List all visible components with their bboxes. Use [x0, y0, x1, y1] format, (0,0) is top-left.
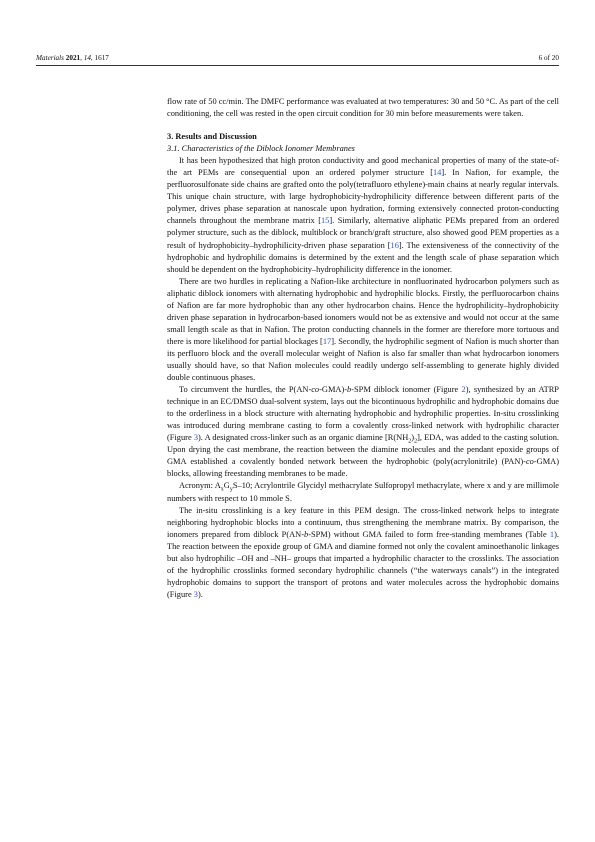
paragraph-2: There are two hurdles in replicating a Nafion-like architecture in nonfluorinated hydrocarbon polymers such as aliphatic diblock ionomers with alternating hydrophobic and hydrophilic blocks. Firstly, the perfluorocarbon chains of Nafion are far more hydrophobic than any other hydrocarbon chains. Hence the hydrophilicity–hydrophobicity driven phase separation in hydrocarbon-based ionomers would not be as extensive and would not occur at the same small length scale as that in Nafion. The proton conducting channels in the former are therefore more tortuous and there is more likelihood for partial blockages [17]. Secondly, the hydrophilic segment of Nafion is much shorter than its perfluoro block and the overall molecular weight of Nafion is also far smaller than what hydrocarbon ionomers usually should have, so that Nafion molecules could readily undergo self-assembling to generate highly divided double continuous phases.: [167, 276, 559, 383]
header-rule: [36, 65, 559, 66]
figure-link[interactable]: 3: [193, 589, 198, 599]
citation-link[interactable]: 17: [322, 336, 332, 346]
section-heading: 3. Results and Discussion: [167, 132, 257, 142]
figure-link[interactable]: 2: [461, 385, 466, 395]
running-header: [36, 54, 559, 62]
paragraph-5: The in-situ crosslinking is a key feature in this PEM design. The cross-linked network helps to integrate neighboring hydrophobic blocks into a continuum, thus strengthening the membrane matrix. By comparison, the ionomers prepared from diblock P(AN-b-SPM) without GMA failed to form free-standing membranes (Table 1). The reaction between the epoxide group of GMA and diamine formed not only the covalent aminoethanolic linkages but also hydrophilic –OH and –NH– groups that imparted a hydrophilic character to the crosslinks. The association of the hydrophilic crosslinks formed secondary hydrophilic channels (“the waterways canals”) in the integrated hydrophobic domains to support the transport of protons and water molecules across the hydrophobic domains (Figure 3).: [167, 505, 559, 599]
subsection-heading: 3.1. Characteristics of the Diblock Ionomer Membranes: [167, 144, 355, 154]
article-body: [167, 96, 559, 601]
paragraph-1: It has been hypothesized that high proton conductivity and good mechanical properties of many of the state-of-the art PEMs are consequential upon an ordered polymer structure [14]. In Nafion, for example, the perfluorosulfonate side chains are grafted onto the poly(tetrafluoro ethylene)-main chains at nearly regular intervals. This unique chain structure, with large hydrophobicity-hydrophilicity difference between different parts of the polymer, drives phase separation at nanoscale upon hydration, forming extensively connected proton-conducting channels throughout the membrane matrix [15]. Similarly, alternative aliphatic PEMs prepared from an ordered polymer structure, such as the diblock, multiblock or branch/graft structure, also showed good PEM properties as a result of hydrophobicity–hydrophilicity-driven phase separation [16]. The extensiveness of the connectivity of the hydrophobic and hydrophilic domains is determined by the extent and the length scale of phase separation which should be dependent on the hydrophobicity–hydrophilicity difference in the ionomer.: [167, 156, 559, 274]
citation-link[interactable]: 14: [432, 168, 442, 178]
figure-link[interactable]: 3: [193, 433, 199, 443]
journal-citation: Materials 2021, 14, 1617: [36, 54, 109, 62]
page-number: 6 of 20: [538, 54, 559, 62]
paragraph-acronym: Acronym: $A_xG_yS-10$; Acrylontrile Glycidyl methacrylate Sulfopropyl methacrylate, where x and y are millimole numbers with respect to 10 mmole S.: [167, 481, 560, 503]
table-link[interactable]: 1: [549, 529, 555, 539]
paragraph-3: To circumvent the hurdles, the P(AN-co-GMA)-b-SPM diblock ionomer (Figure 2), synthesized by an ATRP technique in an EC/DMSO dual-solvent system, lays out the bicontinuous hydrophilic and hydrophobic domains due to the orderliness in a block structure with alternating hydrophobic and hydrophilic properties. In-situ crosslinking was introduced during membrane casting to form a covalently cross-linked network with hydrophilic character (Figure 3). A designated cross-linker such as an organic diamine $[R(NH_2)_2]$, EDA, was added to the casting solution. Upon drying the cast membrane, the reaction between the diamine molecules and the pendant epoxide groups of GMA established a covalently bonded network between the hydrophobic (poly(acrylonitrile) (PAN)-co-GMA) blocks, allowing freestanding membranes to be made.: [167, 385, 560, 479]
citation-link[interactable]: 16: [390, 240, 399, 250]
intro-paragraph: flow rate of 50 cc/min. The DMFC performance was evaluated at two temperatures: 30 and 50 °C. As part of the cell conditioning, the cell was rested in the open circuit condition for 30 min before measurements were taken.: [167, 97, 559, 119]
citation-link[interactable]: 15: [320, 216, 330, 226]
